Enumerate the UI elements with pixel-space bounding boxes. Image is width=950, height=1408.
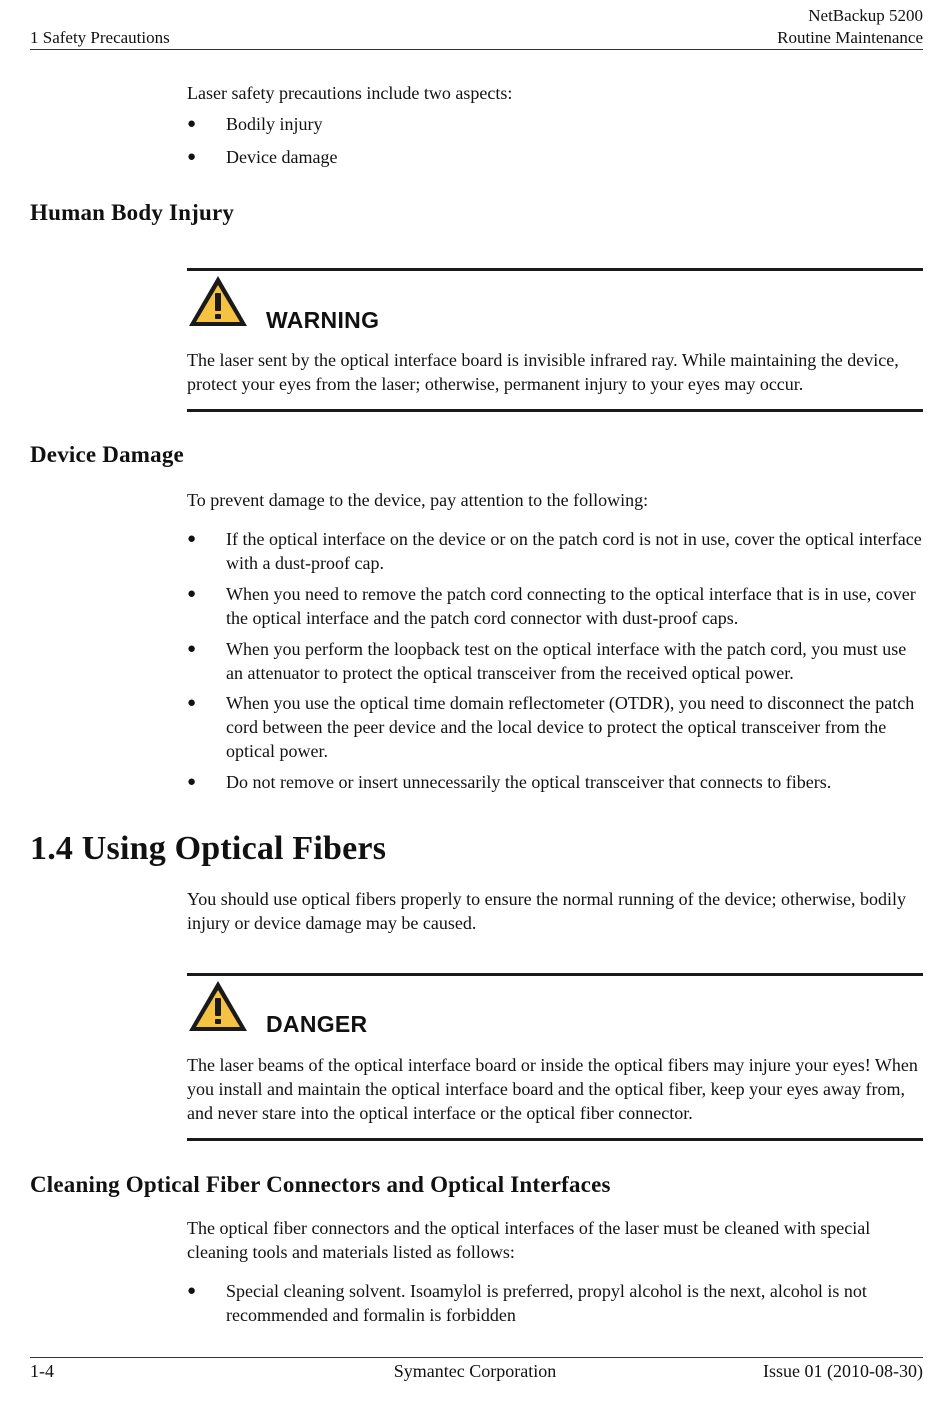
list-item: ● When you need to remove the patch cord connecting to the optical interface that is in use, cover the optical interface and the patch cord connector with dust-proof caps. xyxy=(187,584,916,628)
danger-label: DANGER xyxy=(266,1011,368,1037)
warning-triangle-icon xyxy=(186,273,250,329)
list-item: ● Device damage xyxy=(187,147,338,167)
list-item: ● Special cleaning solvent. Isoamylol is preferred, propyl alcohol is the next, alcohol is not recommended and formalin is forbidden xyxy=(187,1281,867,1325)
danger-text: The laser beams of the optical interface board or inside the optical fibers may injure your eyes! When you install and maintain the optical interface board and the optical fiber, keep your eyes away from, and never stare into the optical interface or the optical fiber connector. xyxy=(187,1055,918,1123)
warning-text: The laser sent by the optical interface board is invisible infrared ray. While maintaining the device, protect your eyes from the laser; otherwise, permanent injury to your eyes may occur. xyxy=(187,350,899,394)
notice-top-rule xyxy=(187,268,923,271)
section-heading-cleaning: Cleaning Optical Fiber Connectors and Optical Interfaces xyxy=(30,1172,611,1197)
bullet-icon: ● xyxy=(187,586,197,602)
bullet-icon: ● xyxy=(187,641,197,657)
bullet-icon: ● xyxy=(187,531,197,547)
footer-page-number: 1-4 xyxy=(30,1361,54,1381)
bullet-icon: ● xyxy=(187,116,197,132)
notice-bottom-rule xyxy=(187,1138,923,1141)
cleaning-intro: The optical fiber connectors and the optical interfaces of the laser must be cleaned with special cleaning tools and materials listed as follows: xyxy=(187,1218,871,1262)
list-item: ● Bodily injury xyxy=(187,114,323,134)
laser-intro: Laser safety precautions include two aspects: xyxy=(187,83,513,103)
header-rule xyxy=(30,49,923,50)
bullet-icon: ● xyxy=(187,149,197,165)
header-product-name: NetBackup 5200 xyxy=(808,6,923,25)
warning-triangle-icon xyxy=(186,978,250,1034)
section-heading-human-body-injury: Human Body Injury xyxy=(30,200,235,225)
bullet-icon: ● xyxy=(187,695,197,711)
footer-rule xyxy=(30,1357,923,1358)
footer-company: Symantec Corporation xyxy=(393,1361,557,1381)
section-heading-device-damage: Device Damage xyxy=(30,442,184,467)
list-item: ● When you perform the loopback test on the optical interface with the patch cord, you must use an attenuator to protect the optical transceiver from the received optical power. xyxy=(187,639,907,683)
header-manual-name: Routine Maintenance xyxy=(777,28,923,47)
bullet-icon: ● xyxy=(187,774,197,790)
list-item: ● Do not remove or insert unnecessarily the optical transceiver that connects to fibers. xyxy=(187,772,832,792)
header-section-title: 1 Safety Precautions xyxy=(30,28,170,47)
fibers-intro: You should use optical fibers properly to ensure the normal running of the device; otherwise, bodily injury or device damage may be caused. xyxy=(187,889,907,933)
footer-issue: Issue 01 (2010-08-30) xyxy=(763,1361,923,1381)
notice-top-rule xyxy=(187,973,923,976)
list-item: ● If the optical interface on the device or on the patch cord is not in use, cover the optical interface with a dust-proof cap. xyxy=(187,529,922,573)
warning-label: WARNING xyxy=(266,307,380,333)
bullet-icon: ● xyxy=(187,1283,197,1299)
chapter-heading: 1.4 Using Optical Fibers xyxy=(30,830,387,867)
list-item: ● When you use the optical time domain reflectometer (OTDR), you need to disconnect the patch cord between the peer device and the local device to protect the optical transceiver from the optical power. xyxy=(187,693,915,761)
device-damage-intro: To prevent damage to the device, pay attention to the following: xyxy=(187,490,649,510)
notice-bottom-rule xyxy=(187,409,923,412)
